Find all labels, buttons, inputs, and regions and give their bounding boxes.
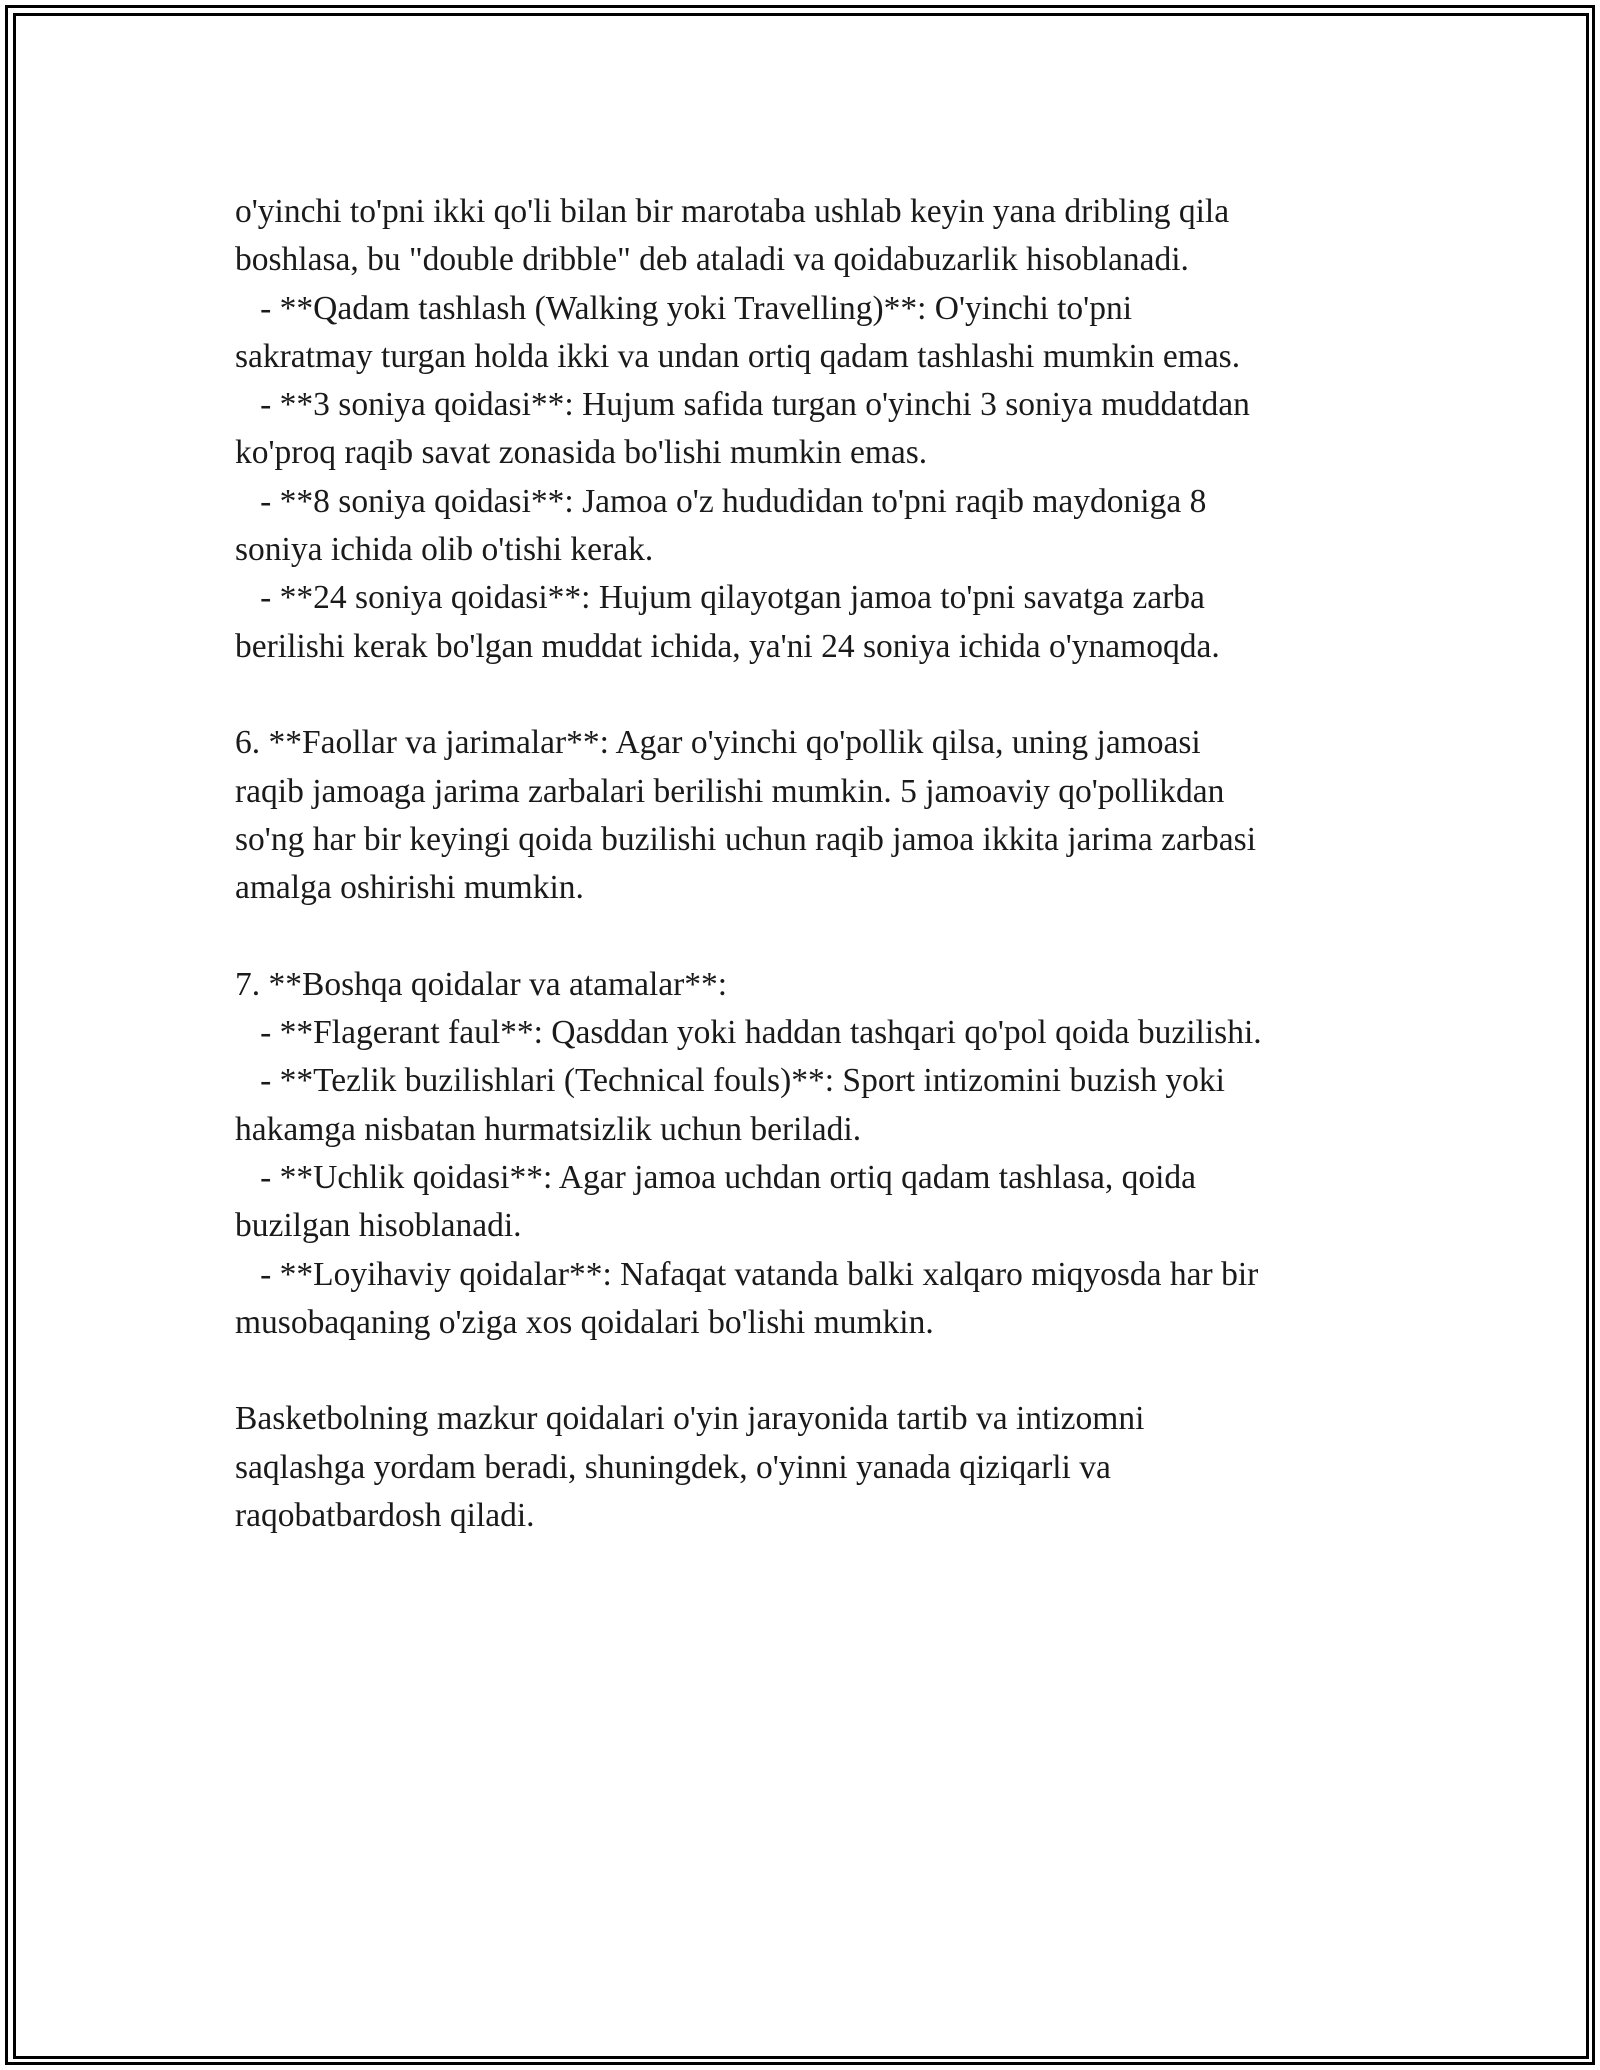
- text-line: raqib jamoaga jarima zarbalari berilishi mumkin. 5 jamoaviy qo'pollikdan: [235, 772, 1225, 810]
- text-line: berilishi kerak bo'lgan muddat ichida, ya'ni 24 soniya ichida o'ynamoqda.: [235, 627, 1220, 665]
- text-line: - **Uchlik qoidasi**: Agar jamoa uchdan ortiq qadam tashlasa, qoida: [235, 1158, 1197, 1196]
- text-line: saqlashga yordam beradi, shuningdek, o'yinni yanada qiziqarli va: [235, 1448, 1111, 1486]
- text-line: hakamga nisbatan hurmatsizlik uchun beriladi.: [235, 1110, 862, 1148]
- text-line: musobaqaning o'ziga xos qoidalari bo'lishi mumkin.: [235, 1303, 934, 1341]
- text-line: sakratmay turgan holda ikki va undan ortiq qadam tashlashi mumkin emas.: [235, 337, 1241, 375]
- text-line: - **24 soniya qoidasi**: Hujum qilayotgan jamoa to'pni savatga zarba: [235, 579, 1205, 617]
- text-line: buzilgan hisoblanadi.: [235, 1207, 522, 1245]
- text-line: 7. **Boshqa qoidalar va atamalar**:: [235, 965, 728, 1003]
- text-line: o'yinchi to'pni ikki qo'li bilan bir marotaba ushlab keyin yana dribling qila: [235, 193, 1230, 230]
- text-line: boshlasa, bu "double dribble" deb ataladi va qoidabuzarlik hisoblanadi.: [235, 241, 1189, 279]
- text-line: - **8 soniya qoidasi**: Jamoa o'z hududidan to'pni raqib maydoniga 8: [235, 482, 1207, 520]
- text-line: - **Qadam tashlash (Walking yoki Travelling)**: O'yinchi to'pni: [235, 289, 1133, 327]
- document-body: [235, 188, 1385, 1540]
- text-line: soniya ichida olib o'tishi kerak.: [235, 531, 654, 569]
- text-line: - **3 soniya qoidasi**: Hujum safida turgan o'yinchi 3 soniya muddatdan: [235, 386, 1250, 424]
- text-line: 6. **Faollar va jarimalar**: Agar o'yinchi qo'pollik qilsa, uning jamoasi: [235, 724, 1201, 762]
- paragraph-gap: [235, 671, 1385, 719]
- text-line: - **Flagerant faul**: Qasddan yoki haddan tashqari qo'pol qoida buzilishi.: [235, 1014, 1262, 1052]
- text-line: so'ng har bir keyingi qoida buzilishi uchun raqib jamoa ikkita jarima zarbasi: [235, 820, 1256, 858]
- text-line: Basketbolning mazkur qoidalari o'yin jarayonida tartib va intizomni: [235, 1400, 1145, 1438]
- text-line: - **Tezlik buzilishlari (Technical fouls)**: Sport intizomini buzish yoki: [235, 1062, 1225, 1100]
- text-line: - **Loyihaviy qoidalar**: Nafaqat vatanda balki xalqaro miqyosda har bir: [235, 1255, 1259, 1293]
- text-line: ko'proq raqib savat zonasida bo'lishi mumkin emas.: [235, 434, 928, 472]
- paragraph-gap: [235, 1347, 1385, 1395]
- text-line: raqobatbardosh qiladi.: [235, 1497, 535, 1535]
- paragraph-gap: [235, 912, 1385, 960]
- text-line: amalga oshirishi mumkin.: [235, 869, 584, 907]
